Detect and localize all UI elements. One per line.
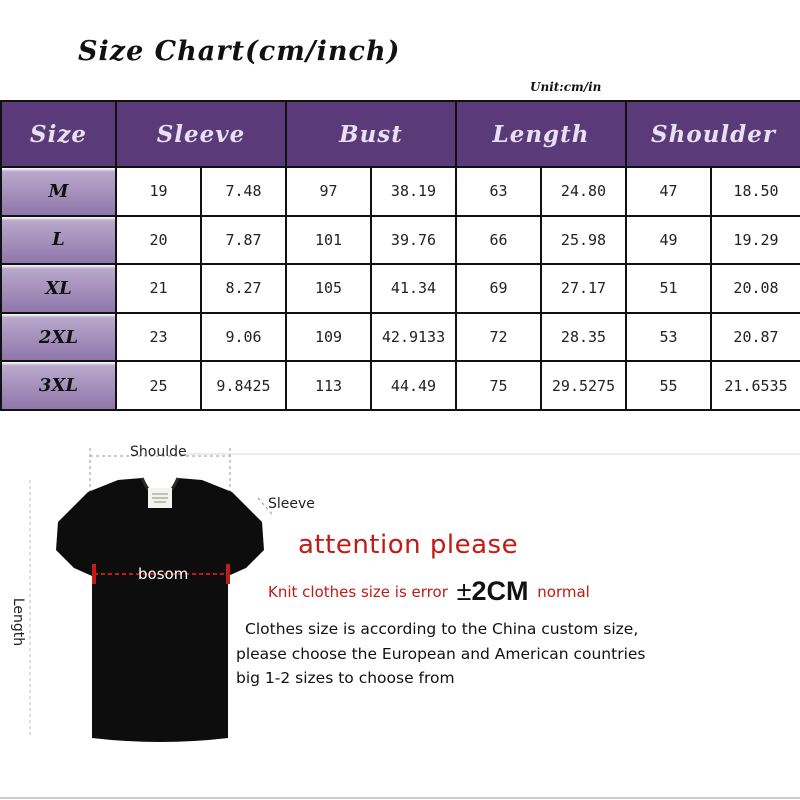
measurement-cell: 27.17	[541, 264, 626, 313]
measurement-cell: 38.19	[371, 167, 456, 216]
measurement-cell: 19.29	[711, 216, 800, 265]
measurement-cell: 9.06	[201, 313, 286, 362]
table-row	[1, 216, 800, 265]
measurement-cell: 21.6535	[711, 361, 800, 410]
size-label-cell: 2XL	[1, 313, 116, 362]
tolerance-value	[457, 576, 529, 606]
table-row	[1, 361, 800, 410]
measurement-cell: 51	[626, 264, 711, 313]
unit-label: Unit:cm/in	[530, 80, 602, 94]
measurement-cell: 39.76	[371, 216, 456, 265]
measurement-cell: 21	[116, 264, 201, 313]
measurement-cell: 19	[116, 167, 201, 216]
measurement-cell: 63	[456, 167, 541, 216]
measurement-cell: 75	[456, 361, 541, 410]
header-length: Length	[456, 101, 626, 167]
sleeve-label: Sleeve	[268, 496, 315, 512]
size-label-cell: M	[1, 167, 116, 216]
measurement-cell: 47	[626, 167, 711, 216]
measurement-cell: 97	[286, 167, 371, 216]
measurement-cell: 44.49	[371, 361, 456, 410]
table-row	[1, 313, 800, 362]
table-header-row	[1, 101, 800, 167]
length-label: Length	[10, 597, 27, 647]
notice-line-1: Clothes size is according to the China custom size,	[245, 620, 639, 638]
measurement-cell: 53	[626, 313, 711, 362]
measurement-cell: 8.27	[201, 264, 286, 313]
knit-prefix: Knit clothes size is error	[268, 583, 448, 601]
shoulder-label: Shoulde	[130, 444, 187, 460]
notice-line-2: please choose the European and American countries	[236, 645, 646, 663]
measurement-cell: 7.48	[201, 167, 286, 216]
measurement-cell: 20.08	[711, 264, 800, 313]
bosom-label: bosom	[138, 565, 189, 583]
table-row	[1, 264, 800, 313]
measurement-cell: 28.35	[541, 313, 626, 362]
plus-minus-symbol: ±	[456, 576, 472, 606]
tshirt-diagram	[0, 418, 800, 800]
measurement-cell: 69	[456, 264, 541, 313]
measurement-cell: 25.98	[541, 216, 626, 265]
measurement-cell: 113	[286, 361, 371, 410]
table-row	[1, 167, 800, 216]
measurement-cell: 101	[286, 216, 371, 265]
measurement-cell: 41.34	[371, 264, 456, 313]
measurement-cell: 72	[456, 313, 541, 362]
garment-diagram-section	[0, 418, 800, 800]
measurement-cell: 25	[116, 361, 201, 410]
header-size: Size	[1, 101, 116, 167]
measurement-cell: 18.50	[711, 167, 800, 216]
size-label-cell: 3XL	[1, 361, 116, 410]
size-table	[0, 100, 800, 411]
header-bust: Bust	[286, 101, 456, 167]
notice-line-3: big 1-2 sizes to choose from	[236, 669, 455, 687]
measurement-cell: 66	[456, 216, 541, 265]
attention-heading: attention please	[298, 530, 519, 560]
measurement-cell: 7.87	[201, 216, 286, 265]
measurement-cell: 20	[116, 216, 201, 265]
measurement-cell: 42.9133	[371, 313, 456, 362]
tolerance-amount: 2CM	[471, 576, 529, 606]
knit-suffix: normal	[537, 583, 590, 601]
header-shoulder: Shoulder	[626, 101, 800, 167]
measurement-cell: 109	[286, 313, 371, 362]
measurement-cell: 49	[626, 216, 711, 265]
header-sleeve: Sleeve	[116, 101, 286, 167]
measurement-cell: 24.80	[541, 167, 626, 216]
measurement-cell: 55	[626, 361, 711, 410]
measurement-cell: 105	[286, 264, 371, 313]
measurement-cell: 23	[116, 313, 201, 362]
size-label-cell: XL	[1, 264, 116, 313]
measurement-cell: 29.5275	[541, 361, 626, 410]
tshirt-shape	[56, 478, 264, 742]
measurement-cell: 9.8425	[201, 361, 286, 410]
chart-title: Size Chart(cm/inch)	[78, 36, 401, 67]
size-label-cell: L	[1, 216, 116, 265]
knit-tolerance-line	[268, 576, 590, 607]
measurement-cell: 20.87	[711, 313, 800, 362]
